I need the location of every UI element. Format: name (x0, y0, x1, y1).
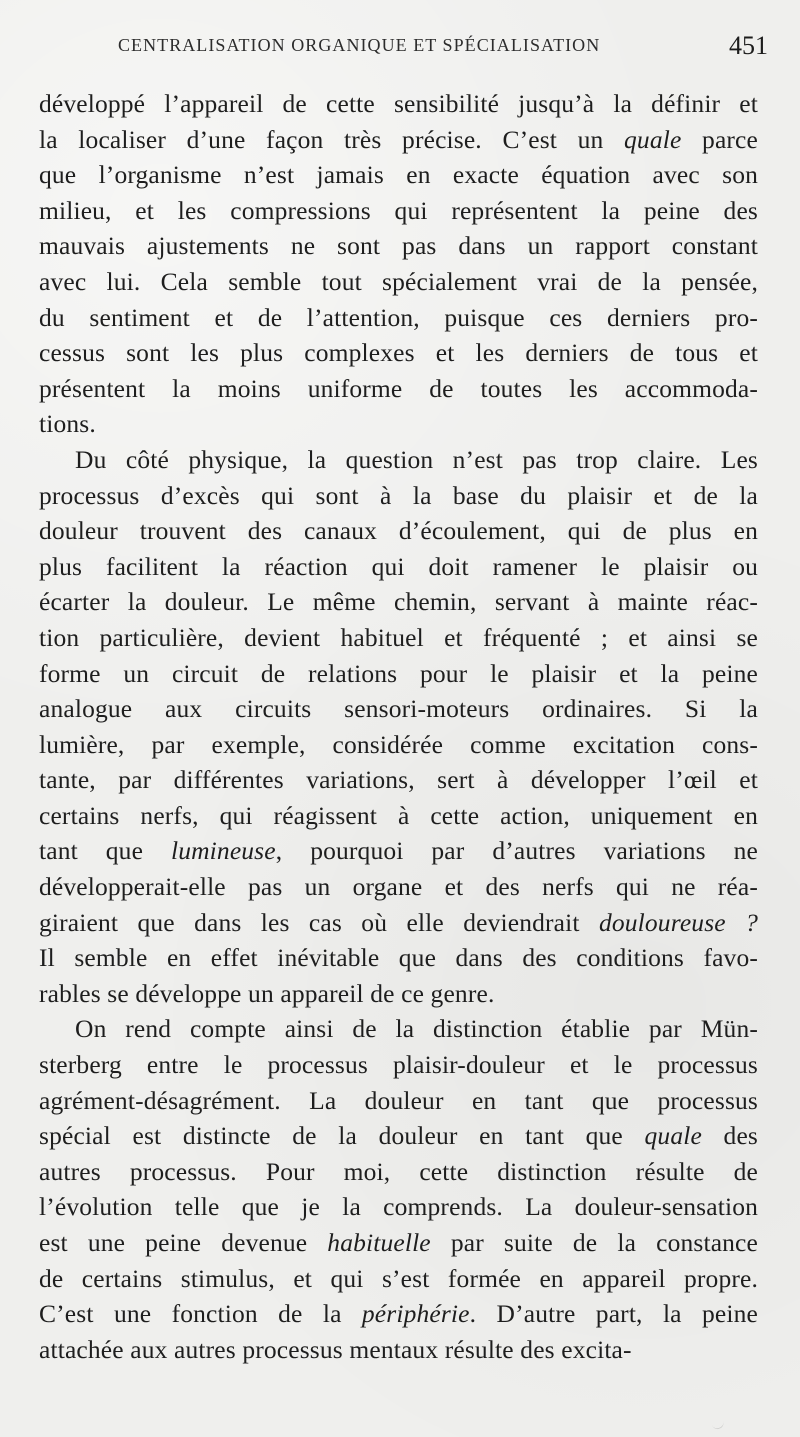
text-line (39, 833, 758, 869)
text-run: douleur trouvent des canaux d’écoulement, qui de plus en (39, 516, 758, 546)
text-run: de certains stimulus, et qui s’est formée en appareil propre. (39, 1263, 758, 1293)
text-run: tant que (39, 836, 171, 866)
text-run: la localiser d’une façon très précise. C’est un (39, 124, 625, 154)
text-run: parce (681, 124, 758, 154)
text-line (39, 478, 758, 514)
text-line (39, 86, 758, 122)
text-line (39, 620, 758, 656)
italic-text: habituelle (327, 1228, 431, 1257)
text-line (39, 976, 758, 1012)
italic-text: douloureuse ? (598, 907, 759, 937)
text-run: processus d’excès qui sont à la base du plaisir et de la (39, 480, 758, 510)
text-line (39, 1261, 758, 1297)
text-line (39, 656, 758, 692)
text-line (39, 905, 758, 941)
text-run: Il semble en effet inévitable que dans des conditions favo- (39, 943, 758, 973)
text-run: développé l’appareil de cette sensibilité jusqu’à la définir et (39, 89, 758, 118)
scan-mark (711, 1418, 725, 1430)
text-run: du sentiment et de l’attention, puisque ces derniers pro- (39, 302, 758, 332)
text-line (39, 513, 758, 549)
text-run: par suite de la constance (430, 1228, 758, 1257)
paragraph (39, 86, 758, 442)
text-line (39, 940, 758, 976)
text-line (39, 1296, 758, 1332)
running-head: CENTRALISATION ORGANIQUE ET SPÉCIALISATION (118, 35, 601, 55)
text-run: avec lui. Cela semble tout spécialement vrai de la pensée, (39, 266, 758, 296)
italic-text: quale (644, 1121, 702, 1151)
text-run: milieu, et les compressions qui représentent la peine des (39, 195, 758, 225)
text-run: que l’organisme n’est jamais en exacte équation avec son (39, 160, 758, 190)
text-run: lumière, par exemple, considérée comme excitation cons- (39, 729, 758, 759)
paragraph (39, 1011, 758, 1367)
text-run: Du côté physique, la question n’est pas trop claire. Les (75, 444, 758, 474)
page-number: 451 (729, 31, 768, 60)
text-line (39, 335, 758, 371)
text-line (39, 371, 758, 407)
text-line (39, 157, 758, 193)
text-line (39, 264, 758, 300)
text-line (39, 584, 758, 620)
text-line (39, 798, 758, 834)
text-run: sterberg entre le processus plaisir-douleur et le processus (39, 1050, 758, 1080)
text-run: développerait-elle pas un organe et des nerfs qui ne réa- (39, 872, 758, 902)
text-line (39, 762, 758, 798)
text-run: tion particulière, devient habituel et fréquenté ; et ainsi se (39, 622, 758, 652)
text-run: spécial est distincte de la douleur en tant que (39, 1121, 645, 1151)
text-run: giraient que dans les cas où elle deviendrait (39, 907, 599, 937)
text-line (39, 1083, 758, 1119)
text-run: plus facilitent la réaction qui doit ramener le plaisir ou (39, 551, 758, 581)
text-run: l’évolution telle que je la comprends. La douleur-sensation (39, 1192, 758, 1222)
text-run: On rend compte ainsi de la distinction établie par Mün- (75, 1014, 758, 1044)
text-line (39, 1189, 758, 1225)
text-line (39, 549, 758, 585)
text-line (39, 406, 758, 442)
text-run: certains nerfs, qui réagissent à cette action, uniquement en (39, 800, 758, 830)
text-line (39, 193, 758, 229)
text-run: des (701, 1121, 758, 1151)
italic-text: quale (624, 124, 682, 154)
text-line (39, 1154, 758, 1190)
text-run: agrément-désagrément. La douleur en tant que processus (39, 1085, 758, 1115)
text-run: forme un circuit de relations pour le plaisir et la peine (39, 658, 758, 688)
text-run: tante, par différentes variations, sert à développer l’œil et (39, 765, 758, 795)
italic-text: périphérie (361, 1299, 470, 1329)
text-line (39, 869, 758, 905)
text-line (39, 1011, 758, 1047)
text-run: est une peine devenue (39, 1228, 328, 1257)
text-line (39, 1118, 758, 1154)
italic-text: lumineuse (170, 836, 276, 866)
text-run: écarter la douleur. Le même chemin, servant à mainte réac- (39, 587, 758, 617)
text-run: autres processus. Pour moi, cette distinction résulte de (39, 1156, 758, 1186)
text-run: , pourquoi par d’autres variations ne (275, 836, 758, 866)
body-text (39, 86, 758, 1367)
text-line (39, 691, 758, 727)
text-run: attachée aux autres processus mentaux résulte des excita- (39, 1334, 632, 1364)
text-run: cessus sont les plus complexes et les derniers de tous et (39, 338, 758, 368)
page-header (118, 31, 768, 65)
text-run: présentent la moins uniforme de toutes les accommoda- (39, 373, 758, 403)
text-run: C’est une fonction de la (39, 1299, 362, 1329)
text-line (39, 122, 758, 158)
text-line (39, 1047, 758, 1083)
text-run: analogue aux circuits sensori-moteurs ordinaires. Si la (39, 694, 758, 724)
text-line (39, 1332, 758, 1368)
text-run: . D’autre part, la peine (469, 1299, 758, 1329)
text-line (39, 442, 758, 478)
text-line (39, 1225, 758, 1261)
paragraph (39, 442, 758, 1012)
text-run: tions. (39, 409, 96, 439)
text-line (39, 727, 758, 763)
text-line (39, 300, 758, 336)
text-run: rables se développe un appareil de ce genre. (39, 978, 495, 1008)
text-run: mauvais ajustements ne sont pas dans un rapport constant (39, 231, 758, 261)
text-line (39, 228, 758, 264)
